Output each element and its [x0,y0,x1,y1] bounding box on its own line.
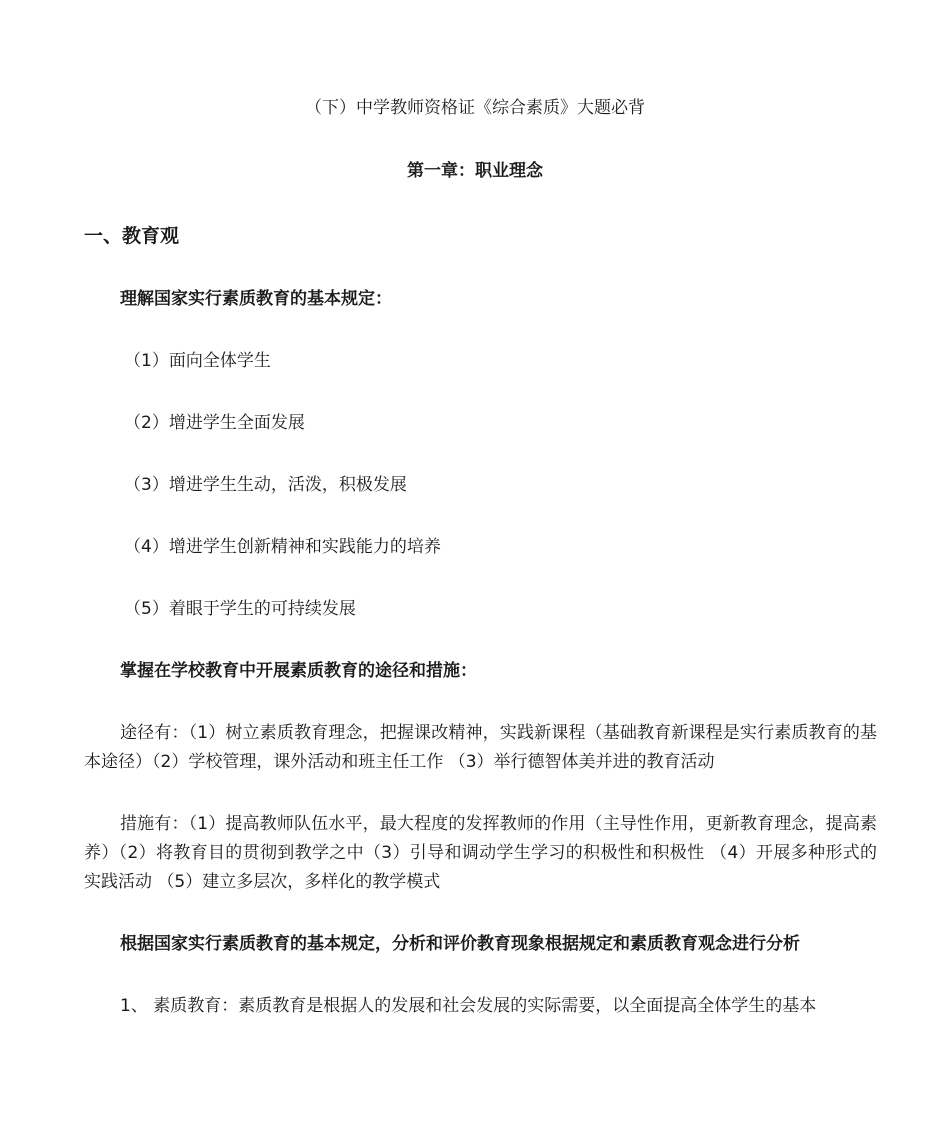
list-item: （3）增进学生生动，活泼，积极发展 [124,475,407,495]
paths-and-measures-heading: 掌握在学校教育中开展素质教育的途径和措施： [120,661,477,681]
document-title: （下）中学教师资格证《综合素质》大题必背 [305,98,645,118]
list-item: （2）增进学生全面发展 [124,413,305,433]
chapter-title: 第一章：职业理念 [407,161,543,181]
measures-paragraph: 措施有：（1）提高教师队伍水平，最大程度的发挥教师的作用（主导性作用，更新教育理念，提高素养）（2）将教育目的贯彻到教学之中（3）引导和调动学生学习的积极性和积极性 （4）开展多种形式的实践活动 （5）建立多层次，多样化的教学模式 [84,814,877,892]
analysis-heading: 根据国家实行素质教育的基本规定，分析和评价教育现象根据规定和素质教育观念进行分析 [120,934,800,954]
quality-education-definition-paragraph: 1、 素质教育：素质教育是根据人的发展和社会发展的实际需要，以全面提高全体学生的基本 [120,996,817,1016]
quality-education-rules-heading: 理解国家实行素质教育的基本规定： [120,289,392,309]
paths-paragraph: 途径有：（1）树立素质教育理念，把握课改精神，实践新课程（基础教育新课程是实行素质教育的基本途径）（2）学校管理，课外活动和班主任工作 （3）举行德智体美并进的教育活动 [84,723,877,772]
list-item: （1）面向全体学生 [124,351,271,371]
list-item: （4）增进学生创新精神和实践能力的培养 [124,537,441,557]
section-title: 一、教育观 [84,225,180,247]
list-item: （5）着眼于学生的可持续发展 [124,599,356,619]
